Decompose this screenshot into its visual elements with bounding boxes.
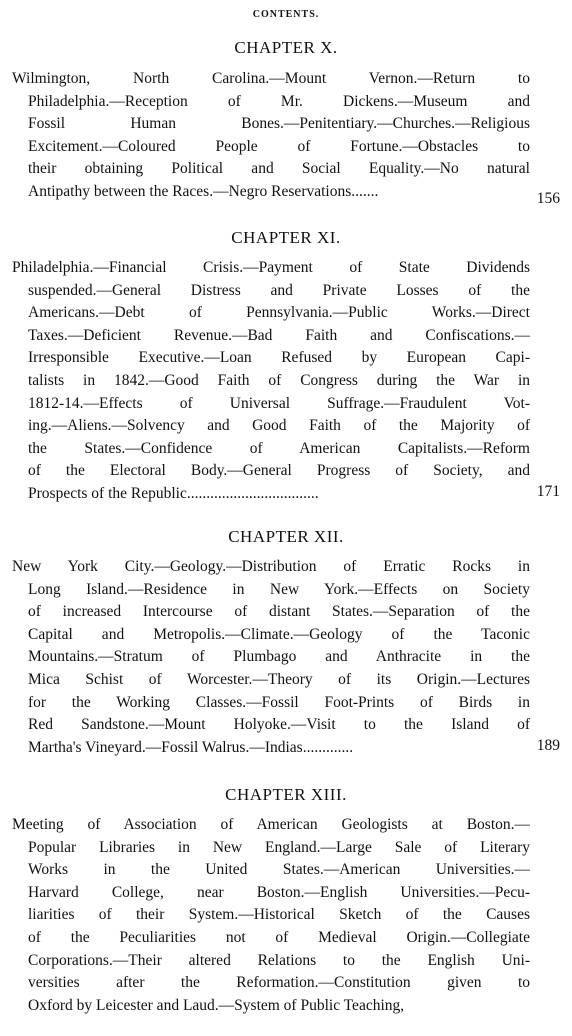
summary-line: New York City.—Geology.—Distribution of Erratic Rocks in — [12, 558, 530, 575]
summary-line: ing.—Aliens.—Solvency and Good Faith of the Majority of — [28, 417, 530, 435]
summary-line: talists in 1842.—Good Faith of Congress during the War in — [28, 371, 530, 389]
summary-line: the States.—Confidence of American Capitalists.—Reform — [28, 439, 530, 457]
summary-line: Works in the United States.—American Universities.— — [28, 861, 530, 879]
summary-line: of the Electoral Body.—General Progress of Society, and — [28, 462, 530, 480]
page-number: 189 — [536, 737, 560, 754]
summary-line: Capital and Metropolis.—Climate.—Geology of the Taconic — [28, 625, 530, 643]
chapter-summary — [12, 68, 530, 204]
summary-line: Irresponsible Executive.—Loan Refused by European Capi- — [28, 349, 530, 367]
chapter-heading: CHAPTER XII. — [228, 527, 344, 546]
summary-line: versities after the Reformation.—Constitution given to — [28, 974, 530, 992]
summary-line: Mountains.—Stratum of Plumbago and Anthracite in the — [28, 648, 530, 666]
summary-line: Corporations.—Their altered Relations to the English Uni- — [28, 951, 530, 969]
summary-line: Excitement.—Coloured People of Fortune.—Obstacles to — [28, 137, 530, 155]
summary-line: Philadelphia.—Reception of Mr. Dickens.—Museum and — [28, 92, 530, 110]
summary-line: Antipathy between the Races.—Negro Reservations....... — [28, 182, 379, 200]
summary-line: Mica Schist of Worcester.—Theory of its Origin.—Lectures — [28, 670, 530, 688]
chapter-heading: CHAPTER XI. — [231, 228, 341, 247]
summary-line: for the Working Classes.—Fossil Foot-Prints of Birds in — [28, 693, 530, 711]
chapter-heading: CHAPTER X. — [234, 38, 338, 57]
summary-line: Philadelphia.—Financial Crisis.—Payment of State Dividends — [12, 259, 530, 276]
chapter-heading: CHAPTER XIII. — [225, 785, 347, 804]
running-head: CONTENTS. — [252, 9, 320, 20]
page-number: 156 — [536, 190, 560, 207]
summary-line: Wilmington, North Carolina.—Mount Vernon.—Return to — [12, 70, 530, 87]
summary-line: Meeting of Association of American Geologists at Boston.— — [12, 816, 530, 833]
summary-line: suspended.—General Distress and Private Losses of the — [28, 281, 530, 299]
summary-line: 1812-14.—Effects of Universal Suffrage.—Fraudulent Vot- — [28, 394, 530, 412]
summary-line: Fossil Human Bones.—Penitentiary.—Churches.—Religious — [28, 115, 530, 133]
summary-line: Martha's Vineyard.—Fossil Walrus.—Indias............. — [28, 738, 354, 756]
chapter-summary — [12, 257, 530, 506]
summary-line: Taxes.—Deficient Revenue.—Bad Faith and Confiscations.— — [28, 326, 530, 344]
summary-line: Prospects of the Republic.................................. — [28, 484, 319, 502]
summary-line: Red Sandstone.—Mount Holyoke.—Visit to the Island of — [28, 716, 530, 734]
summary-line: Popular Libraries in New England.—Large Sale of Literary — [28, 838, 530, 856]
chapter-summary — [12, 814, 530, 1017]
summary-line: Long Island.—Residence in New York.—Effects on Society — [28, 580, 530, 598]
summary-line: liarities of their System.—Historical Sketch of the Causes — [28, 906, 530, 924]
summary-line: Harvard College, near Boston.—English Universities.—Pecu- — [28, 883, 530, 901]
summary-line: their obtaining Political and Social Equality.—No natural — [28, 160, 530, 178]
summary-line: of the Peculiarities not of Medieval Origin.—Collegiate — [28, 928, 530, 946]
summary-line: of increased Intercourse of distant States.—Separation of the — [28, 603, 530, 621]
summary-line: Oxford by Leicester and Laud.—System of Public Teaching, — [28, 996, 405, 1014]
chapter-summary — [12, 556, 530, 759]
page-number: 171 — [536, 483, 560, 500]
summary-line: Americans.—Debt of Pennsylvania.—Public Works.—Direct — [28, 304, 530, 322]
